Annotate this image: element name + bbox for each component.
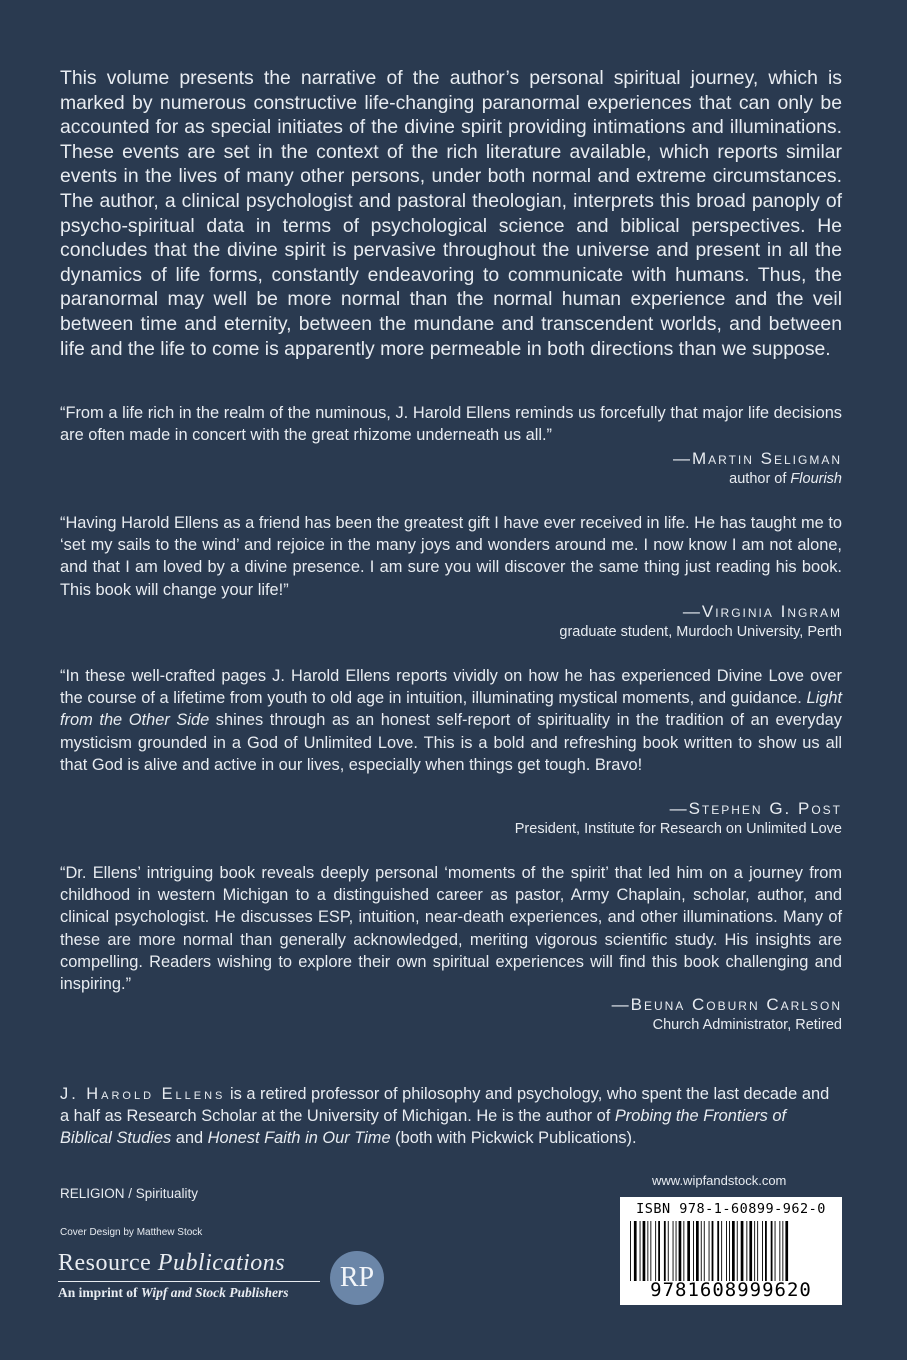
barcode-bar: [785, 1221, 788, 1281]
publisher-website: www.wipfandstock.com: [652, 1173, 787, 1188]
barcode-bar: [762, 1221, 763, 1281]
publisher-imprint: An imprint of Wipf and Stock Publishers: [58, 1285, 289, 1300]
subject-category: RELIGION / Spirituality: [60, 1186, 199, 1201]
cover-design-credit: Cover Design by Matthew Stock: [60, 1227, 203, 1238]
barcode-bar: [779, 1221, 780, 1281]
barcode-bar: [732, 1221, 735, 1281]
endorser-name: —Virginia Ingram: [682, 602, 842, 621]
barcode-bar: [655, 1221, 656, 1281]
book-description: This volume presents the narrative of the author’s personal spiritual journey, which is marked by numerous constructive life-changing paranormal experiences that can only be accounted for as special initiates of the divine spirit providing intimations and illuminations. These events are set in the context of the rich literature available, which reports similar events in the lives of many other persons, under both normal and extreme circumstances. The author, a clinical psychologist and pastoral theologian, interprets this broad panoply of psycho-spiritual data in terms of psychological science and biblical perspectives. He concludes that the divine spirit is pervasive throughout the universe and present in all the dynamics of life forms, constantly endeavoring to communicate with humans. Thus, the paranormal may well be more normal than the normal human experience and the veil between time and eternity, between the mundane and transcendent worlds, and between life and the life to come is apparently more permeable in both directions than we suppose.: [60, 67, 842, 360]
endorsement-quote-2: “Having Harold Ellens as a friend has been the greatest gift I have ever received in life. He has taught me to ‘set my sails to the wind’ and rejoice in the many joys and wonders around me. I now know I am not alone, and that I am loved by a divine presence. I am sure you will discover the same thing just reading his book. This book will change your life!”: [60, 514, 842, 599]
barcode-bar: [687, 1221, 690, 1281]
barcode-bar: [775, 1221, 776, 1281]
barcode-digits: 9781608999620: [650, 1279, 812, 1301]
barcode-bar: [630, 1221, 631, 1281]
barcode-bar: [709, 1221, 710, 1281]
endorsement-quote-4: “Dr. Ellens’ intriguing book reveals deeply personal ‘moments of the spirit’ that led him on a journey from childhood in western Michigan to a distinguished career as pastor, Army Chaplain, scholar, author, and clinical psychologist. He discusses ESP, intuition, near-death experiences, and other illuminations. Many of these are more normal than generally acknowledged, meriting vigorous scientific study. His insights are compelling. Readers wishing to explore their own spiritual experiences will find this book challenging and inspiring.”: [60, 864, 842, 994]
endorser-role: President, Institute for Research on Unlimited Love: [514, 821, 842, 837]
barcode-bar: [679, 1221, 682, 1281]
barcode-bar: [634, 1221, 637, 1281]
endorser-role: Church Administrator, Retired: [652, 1017, 842, 1033]
barcode-bar: [668, 1221, 669, 1281]
endorser-name: —Stephen G. Post: [669, 799, 842, 818]
endorser-name: —Beuna Coburn Carlson: [611, 995, 842, 1014]
barcode-bar: [757, 1221, 758, 1281]
barcode-bar: [765, 1221, 767, 1281]
author-bio: J. Harold Ellens is a retired professor of philosophy and psychology, who spent the last decade and a half as Research Scholar at the University of Michigan. He is the author of Probing the Frontiers of Biblical Studies and Honest Faith in Our Time (both with Pickwick Publications).: [60, 1085, 830, 1148]
barcode-bar: [754, 1221, 755, 1281]
barcode-bar: [658, 1221, 660, 1281]
barcode-bar: [647, 1221, 648, 1281]
barcode-bar: [771, 1221, 773, 1281]
author-name: J. Harold Ellens: [60, 1085, 226, 1103]
endorser-role: graduate student, Murdoch University, Perth: [559, 624, 842, 640]
barcode-bar: [673, 1221, 674, 1281]
publisher-divider: [58, 1281, 320, 1282]
endorsement-quote-1: “From a life rich in the realm of the numinous, J. Harold Ellens reminds us forcefully that major life decisions are often made in concert with the great rhizome underneath us all.”: [60, 404, 842, 445]
barcode-bar: [737, 1221, 738, 1281]
barcode-bar: [712, 1221, 714, 1281]
barcode-bar: [729, 1221, 730, 1281]
barcode-bar: [683, 1221, 684, 1281]
barcode-bars: [630, 1221, 832, 1281]
barcode-bar: [746, 1221, 747, 1281]
barcode-bar: [749, 1221, 752, 1281]
barcode-bar: [650, 1221, 651, 1281]
barcode-bar: [717, 1221, 719, 1281]
barcode-bar: [643, 1221, 646, 1281]
endorsement-quote-3: “In these well-crafted pages J. Harold Ellens reports vividly on how he has experienced Divine Love over the course of a lifetime from youth to old age in intuition, illuminating mystical moments, and guidance. Light from the Other Side shines through as an honest self-report of spirituality in the tradition of an everyday mysticism grounded in a God of Unlimited Love. This is a bold and refreshing book written to show us all that God is alive and active in our lives, especially when things get tough. Bravo!: [60, 667, 842, 774]
endorser-name: —Martin Seligman: [672, 449, 842, 468]
isbn-barcode: [620, 1197, 842, 1305]
barcode-bar: [721, 1221, 722, 1281]
endorsement-attribution-2: [559, 601, 842, 643]
barcode-bar: [664, 1221, 666, 1281]
barcode-bar: [676, 1221, 677, 1281]
barcode-bar: [693, 1221, 694, 1281]
endorsement-attribution-1: [673, 448, 842, 490]
publisher-logo: RP: [330, 1251, 384, 1305]
publisher-name: Resource Publications: [58, 1250, 286, 1276]
barcode-bar: [640, 1221, 641, 1281]
barcode-bar: [782, 1221, 783, 1281]
barcode-bar: [696, 1221, 699, 1281]
barcode-bar: [741, 1221, 744, 1281]
barcode-bar: [726, 1221, 727, 1281]
isbn-label: ISBN 978-1-60899-962-0: [636, 1201, 826, 1217]
barcode-bar: [704, 1221, 705, 1281]
endorsement-attribution-4: [612, 994, 842, 1036]
endorser-role: author of Flourish: [729, 471, 842, 487]
barcode-bar: [701, 1221, 702, 1281]
endorsement-attribution-3: [515, 798, 842, 840]
